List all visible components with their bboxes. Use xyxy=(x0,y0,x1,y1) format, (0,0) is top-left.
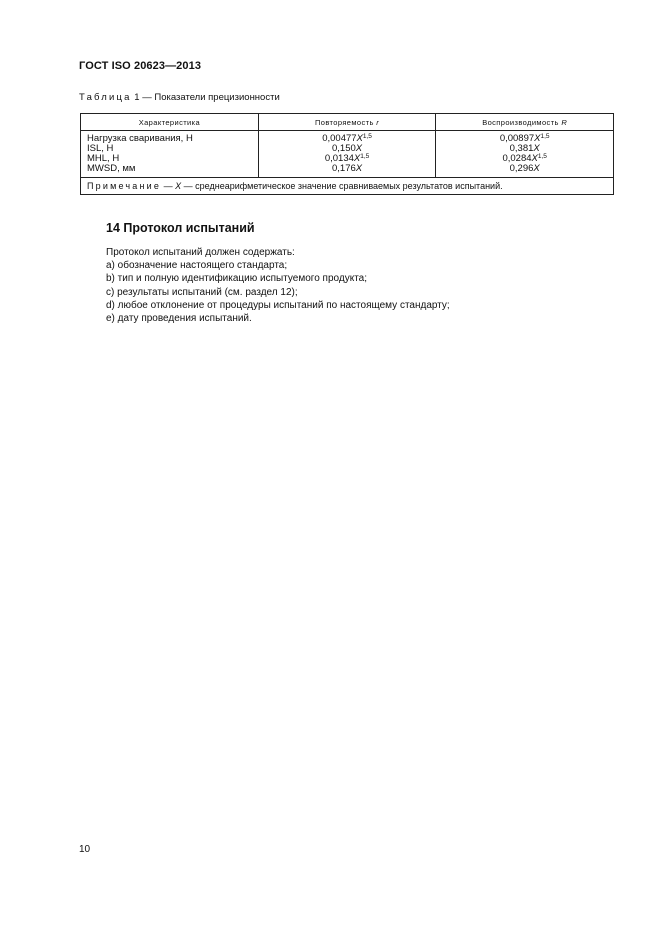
table-caption-number: 1 xyxy=(134,92,140,103)
list-item: a) обозначение настоящего стандарта; xyxy=(106,260,288,272)
table-note-row xyxy=(81,178,614,195)
table-caption xyxy=(79,92,280,103)
column-header-characteristic: Характеристика xyxy=(81,114,259,131)
repeatability-cell: $0,00477X^{1,5}$ 0,150X $0,0134X^{1,5}$ 0,176X xyxy=(258,131,436,178)
characteristic-cell: Нагрузка сваривания, Н ISL, Н MHL, Н MWSD, мм xyxy=(81,131,259,178)
list-item: d) любое отклонение от процедуры испытаний по настоящему стандарту; xyxy=(106,299,450,311)
column-header-repeatability: Повторяемость r xyxy=(258,114,436,131)
table-note: Примечание — X — среднеарифметическое значение сравниваемых результатов испытаний. xyxy=(81,178,614,195)
document-header: ГОСТ ISO 20623—2013 xyxy=(79,60,202,72)
section-intro: Протокол испытаний должен содержать: xyxy=(106,247,295,258)
table-caption-prefix: Таблица xyxy=(79,92,132,103)
section-body xyxy=(106,246,450,325)
list-item: b) тип и полную идентификацию испытуемого продукта; xyxy=(106,273,368,285)
page-number: 10 xyxy=(79,844,91,855)
list-item: e) дату проведения испытаний. xyxy=(106,313,252,325)
precision-table xyxy=(80,113,614,195)
section-title: 14 Протокол испытаний xyxy=(106,221,255,235)
list-item: c) результаты испытаний (см. раздел 12); xyxy=(106,286,298,298)
reproducibility-cell: $0,00897X^{1,5}$ 0,381X $0,0284X^{1,5}$ 0,296X xyxy=(436,131,614,178)
table-caption-text: — Показатели прецизионности xyxy=(142,92,280,103)
column-header-reproducibility: Воспроизводимость R xyxy=(436,114,614,131)
table-row xyxy=(81,131,614,178)
